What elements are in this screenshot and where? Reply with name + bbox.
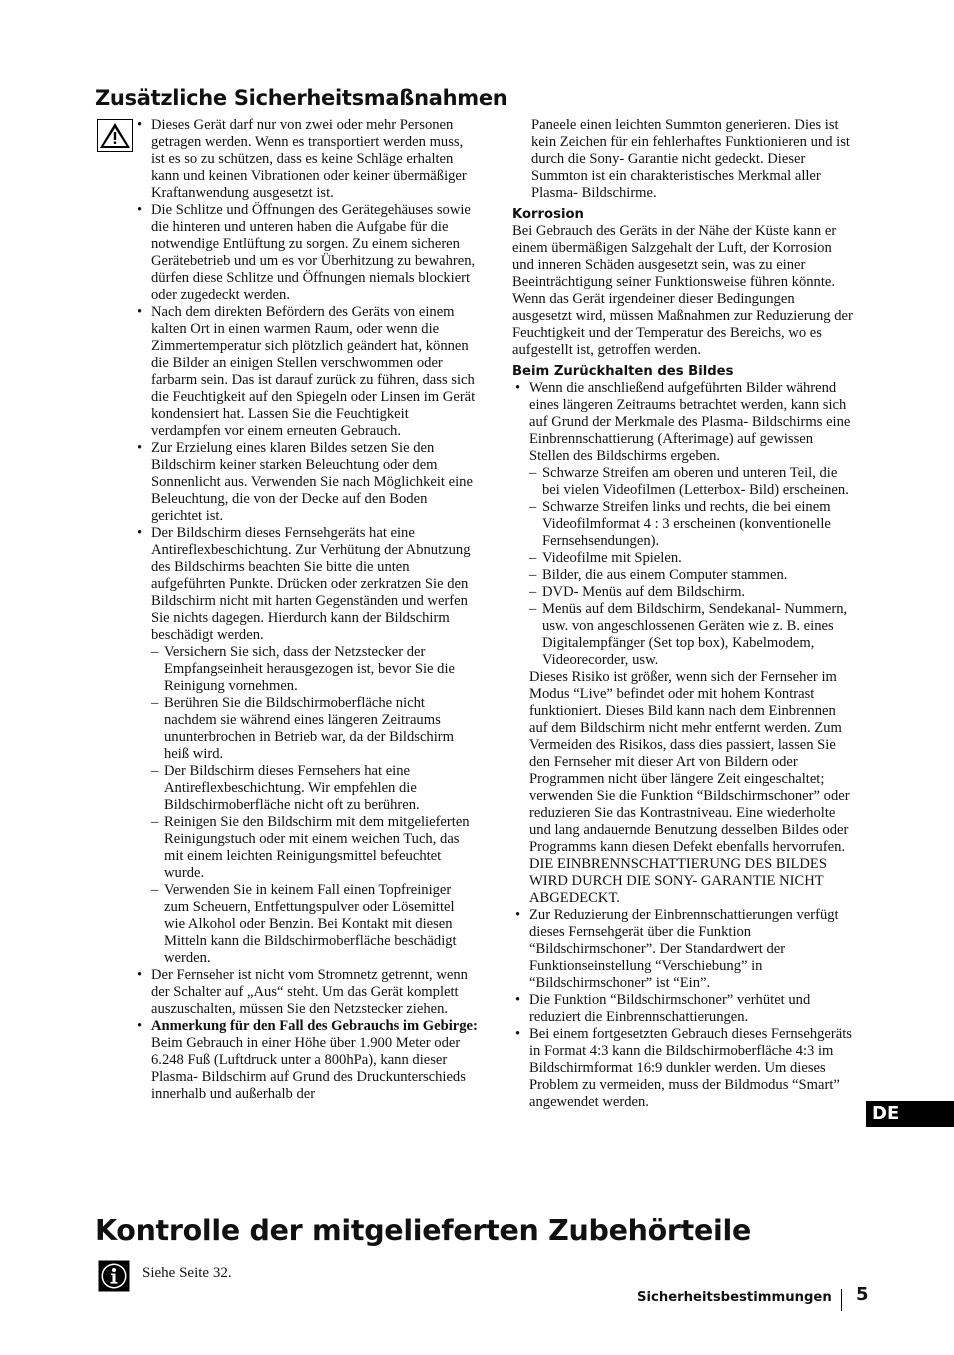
- dash-item: – Berühren Sie die Bildschirmoberfläche nicht nachdem sie während eines längeren Zeitraums ununterbrochen in Betrieb war, da der Bildschirm heiß wird.: [151, 695, 479, 763]
- screen-coating-text: • Der Bildschirm dieses Fernsehgeräts hat eine Antireflexbeschichtung. Zur Verhütung der Abnutzung des Bildschirms beachten Sie bitte die unten aufgeführten Punkte. Drücken oder zerkratzen Sie den Bildschirm nicht mit harten Gegenständen und werfen Sie nichts dagegen. Hierdurch kann der Bildschirm beschädigt werden.: [151, 525, 471, 643]
- dash-item: – DVD- Menüs auf dem Bildschirm.: [529, 584, 857, 601]
- retention-intro: • Wenn die anschließend aufgeführten Bilder während eines längeren Zeitraums betrachtet werden, kann sich auf Grund der Merkmale des Plasma- Bildschirms eine Einbrennschattierung (Afterimage) auf gewissen Stellen des Bildschirms ergeben.: [529, 380, 851, 464]
- dash-item: – Der Bildschirm dieses Fernsehers hat eine Antireflexbeschichtung. Wir empfehlen die Bildschirmoberfläche nicht oft zu berühren.: [151, 763, 479, 814]
- section-title-accessories: Kontrolle der mitgelieferten Zubehörteile: [95, 1214, 751, 1247]
- list-item: • Dieses Gerät darf nur von zwei oder mehr Personen getragen werden. Wenn es transportiert werden muss, ist es so zu schützen, dass es keine Schläge erhalten kann und keinen Vibrationen oder keiner übermäßiger Kraftanwendung ausgesetzt ist.: [134, 117, 479, 202]
- list-item: • Zur Erzielung eines klaren Bildes setzen Sie den Bildschirm keiner starken Beleuchtung oder dem Sonnenlicht aus. Verwenden Sie nach Möglichkeit eine Beleuchtung, die von der Decke auf den Boden gerichtet ist.: [134, 440, 479, 525]
- list-item: • Bei einem fortgesetzten Gebrauch dieses Fernsehgeräts in Format 4:3 kann die Bildschirmoberfläche 4:3 im Bildschirmformat 16:9 dunkler werden. Um dieses Problem zu vermeiden, muss der Bildmodus “Smart” angewendet werden.: [512, 1026, 857, 1111]
- left-column: [134, 117, 479, 1103]
- dash-item: – Schwarze Streifen links und rechts, die bei einem Videofilmformat 4 : 3 erscheinen (konventionelle Fernsehsendungen).: [529, 499, 857, 550]
- corrosion-text: Bei Gebrauch des Geräts in der Nähe der Küste kann er einem übermäßigen Salzgehalt der Luft, der Korrosion und inneren Schäden ausgesetzt sein, was zu einer Beeinträchtigung seiner Funktionsweise führen könnte. Wenn das Gerät irgendeiner dieser Bedingungen ausgesetzt wird, müssen Maßnahmen zur Reduzierung der Feuchtigkeit und der Temperatur des Bereichs, wo es aufgestellt ist, getroffen werden.: [512, 223, 853, 358]
- list-item: • Zur Reduzierung der Einbrennschattierungen verfügt dieses Fernsehgerät über die Funktion “Bildschirmschoner”. Der Standardwert der Funktionseinstellung “Verschiebung” in “Bildschirmschoner” ist “Ein”.: [512, 907, 857, 992]
- list-item: • Nach dem direkten Befördern des Geräts von einem kalten Ort in einen warmen Raum, oder wenn die Zimmertemperatur sich plötzlich geändert hat, können die Bilder an einigen Stellen verschwommen oder farbarm sein. Das ist darauf zurück zu führen, dass sich die Feuchtigkeit auf den Spiegeln oder Linsen im Gerät kondensiert hat. Lassen Sie die Feuchtigkeit verdampfen vor einem erneuten Gebrauch.: [134, 304, 479, 440]
- dash-item: – Versichern Sie sich, dass der Netzstecker der Empfangseinheit herausgezogen ist, bevor Sie die Reinigung vornehmen.: [151, 644, 479, 695]
- dash-item: – Menüs auf dem Bildschirm, Sendekanal- Nummern, usw. von angeschlossenen Geräten wie z. B. eines Digitalempfänger (Set top box), Kabelmodem, Videorecorder, usw.: [529, 601, 857, 669]
- altitude-note-continued: Paneele einen leichten Summton generieren. Dies ist kein Zeichen für ein fehlerhaftes Funktionieren und ist durch die Sony- Garantie nicht gedeckt. Dieser Summton ist ein charakteristisches Merkmal aller Plasma- Bildschirme.: [531, 117, 850, 201]
- corrosion-heading: Korrosion: [512, 207, 584, 222]
- dash-item: – Reinigen Sie den Bildschirm mit dem mitgelieferten Reinigungstuch oder mit einem weichen Tuch, das mit einem leichten Reinigungsmittel befeuchtet wurde.: [151, 814, 479, 882]
- dash-item: – Bilder, die aus einem Computer stammen.: [529, 567, 857, 584]
- footer-label: Sicherheitsbestimmungen: [637, 1290, 832, 1305]
- list-item: [134, 1018, 479, 1103]
- section-title-safety: Zusätzliche Sicherheitsmaßnahmen: [95, 86, 508, 110]
- info-icon: [98, 1260, 130, 1292]
- dash-item: – Schwarze Streifen am oberen und unteren Teil, die bei vielen Videofilmen (Letterbox- Bild) erscheinen.: [529, 465, 857, 499]
- image-retention-heading: Beim Zurückhalten des Bildes: [512, 364, 734, 379]
- altitude-note-heading: • Anmerkung für den Fall des Gebrauchs im Gebirge:: [151, 1018, 478, 1034]
- list-item: • Der Fernseher ist nicht vom Stromnetz getrennt, wenn der Schalter auf „Aus“ steht. Um das Gerät komplett auszuschalten, müssen Sie den Netzstecker ziehen.: [134, 967, 479, 1018]
- info-text: Siehe Seite 32.: [142, 1265, 232, 1281]
- language-tab: DE: [866, 1101, 954, 1127]
- right-column: [512, 117, 857, 1111]
- page-number: 5: [856, 1284, 869, 1305]
- list-item: [134, 525, 479, 967]
- warning-triangle-icon: [97, 119, 133, 152]
- dash-item: – Videofilme mit Spielen.: [529, 550, 857, 567]
- altitude-note-text: Beim Gebrauch in einer Höhe über 1.900 Meter oder 6.248 Fuß (Luftdruck unter a 800hPa), kann dieser Plasma- Bildschirm auf Grund des Druckunterschieds innerhalb und außerhalb der: [151, 1035, 466, 1102]
- list-item: [512, 380, 857, 907]
- list-item: • Die Funktion “Bildschirmschoner” verhütet und reduziert die Einbrennschattierungen.: [512, 992, 857, 1026]
- list-item: • Die Schlitze und Öffnungen des Gerätegehäuses sowie die hinteren und unteren haben die Aufgabe für die notwendige Entlüftung zu sorgen. Zu einem sicheren Gerätebetrieb und um es vor Überhitzung zu bewahren, dürfen diese Schlitze und Öffnungen niemals blockiert oder zugedeckt werden.: [134, 202, 479, 304]
- footer-divider: [841, 1289, 842, 1311]
- retention-risk-text: Dieses Risiko ist größer, wenn sich der Fernseher im Modus “Live” befindet oder mit hohem Kontrast funktioniert. Dieses Bild kann nach dem Einbrennen auf dem Bildschirm nicht mehr entfernt werden. Zum Vermeiden des Risikos, dass dies passiert, lassen Sie den Fernseher mit dieser Art von Bildern oder Programmen nicht über längere Zeit eingeschaltet; verwenden Sie die Funktion “Bildschirmschoner” oder reduzieren Sie das Kontrastniveau. Eine wiederholte und lang andauernde Benutzung desselben Bildes oder Programms kann diesen Defekt ebenfalls hervorrufen. DIE EINBRENNSCHATTIERUNG DES BILDES WIRD DURCH DIE SONY- GARANTIE NICHT ABGEDECKT.: [529, 669, 850, 906]
- dash-item: – Verwenden Sie in keinem Fall einen Topfreiniger zum Scheuern, Entfettungspulver oder Lösemittel wie Alkohol oder Benzin. Bei Kontakt mit diesen Mitteln kann die Bildschirmoberfläche beschädigt werden.: [151, 882, 479, 967]
